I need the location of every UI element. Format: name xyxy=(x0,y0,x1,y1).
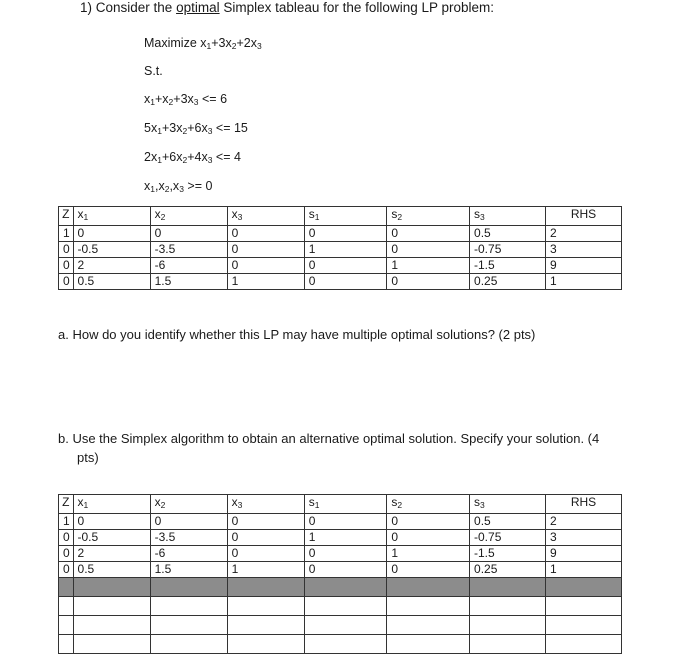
table-cell: 1.5 xyxy=(150,562,227,578)
table-cell: -3.5 xyxy=(150,530,227,546)
table-row xyxy=(59,562,622,578)
table-cell[interactable] xyxy=(59,597,74,616)
header-x3: $x_3$ xyxy=(227,207,304,226)
table-cell: 1 xyxy=(59,226,74,242)
table-cell: 2 xyxy=(73,258,150,274)
table-cell: 1.5 xyxy=(150,274,227,290)
table-cell[interactable] xyxy=(73,597,150,616)
table-cell: -0.5 xyxy=(73,530,150,546)
table-cell: 0 xyxy=(227,258,304,274)
table-cell xyxy=(150,578,227,597)
table-cell[interactable] xyxy=(73,616,150,635)
table-cell: -1.5 xyxy=(470,546,546,562)
table-cell: 0 xyxy=(150,226,227,242)
table-cell: 9 xyxy=(545,546,621,562)
table-cell: -0.75 xyxy=(470,530,546,546)
lp-constraint-1: $x_1+x_2+3x_3 <= 6$ xyxy=(144,92,228,107)
table-cell[interactable] xyxy=(304,635,387,654)
table-cell: 0.5 xyxy=(73,274,150,290)
question-part-a: a. How do you identify whether this LP may have multiple optimal solutions? (2 pts) xyxy=(58,327,536,342)
table-cell[interactable] xyxy=(150,597,227,616)
table-cell: 0 xyxy=(59,258,74,274)
table-cell: 0 xyxy=(73,226,150,242)
lp-constraint-2: $5x_1+3x_2+6x_3 <= 15$ xyxy=(144,121,248,136)
table-cell[interactable] xyxy=(545,635,621,654)
table-cell[interactable] xyxy=(59,616,74,635)
header-x2: $x_2$ xyxy=(150,495,227,514)
table-cell: 0 xyxy=(304,514,387,530)
table-cell: 0 xyxy=(227,226,304,242)
table-cell: 0.5 xyxy=(470,514,546,530)
header-s3: $s_3$ xyxy=(470,495,546,514)
table-cell xyxy=(545,578,621,597)
table-cell: 1 xyxy=(304,530,387,546)
table-cell xyxy=(470,578,546,597)
table-cell: 0 xyxy=(59,242,74,258)
table-cell: 1 xyxy=(304,242,387,258)
table-cell: 1 xyxy=(59,514,74,530)
table-cell xyxy=(59,578,74,597)
table-cell xyxy=(227,578,304,597)
table-cell: -6 xyxy=(150,258,227,274)
table-cell: 0.5 xyxy=(73,562,150,578)
table-row xyxy=(59,514,622,530)
table-cell[interactable] xyxy=(73,635,150,654)
table-cell: 0 xyxy=(73,514,150,530)
table-cell: 1 xyxy=(545,562,621,578)
header-rhs: RHS xyxy=(545,495,621,514)
header-s1: $s_1$ xyxy=(304,207,387,226)
table-cell: 0 xyxy=(227,546,304,562)
table-row xyxy=(59,258,622,274)
header-s2: $s_2$ xyxy=(387,495,470,514)
table-cell xyxy=(387,578,470,597)
table-cell: 1 xyxy=(227,562,304,578)
lp-objective: Maximize $x_1+3x_2+2x_3$ xyxy=(144,36,262,51)
table-cell: 0 xyxy=(304,258,387,274)
lp-subject-to: S.t. xyxy=(144,64,163,78)
table-cell: 1 xyxy=(387,546,470,562)
table-cell[interactable] xyxy=(387,597,470,616)
table-cell[interactable] xyxy=(387,635,470,654)
table-cell[interactable] xyxy=(150,635,227,654)
table-cell xyxy=(73,578,150,597)
table-cell: -3.5 xyxy=(150,242,227,258)
question-part-b-line2: pts) xyxy=(77,450,99,465)
table-cell: 0 xyxy=(387,274,470,290)
table-row xyxy=(59,242,622,258)
table-cell[interactable] xyxy=(545,597,621,616)
table-cell: -0.5 xyxy=(73,242,150,258)
table-cell: 1 xyxy=(545,274,621,290)
table-cell: 0 xyxy=(227,530,304,546)
table-cell: 0 xyxy=(387,562,470,578)
question-part-b-line1: b. Use the Simplex algorithm to obtain an alternative optimal solution. Specify your solution. (4 xyxy=(58,431,600,446)
blank-row[interactable] xyxy=(59,597,622,616)
table-cell[interactable] xyxy=(304,616,387,635)
blank-row[interactable] xyxy=(59,616,622,635)
table-cell: 9 xyxy=(545,258,621,274)
table-cell: 3 xyxy=(545,530,621,546)
header-s1: $s_1$ xyxy=(304,495,387,514)
table-row xyxy=(59,226,622,242)
table-cell[interactable] xyxy=(470,616,546,635)
table-cell: 0.25 xyxy=(470,274,546,290)
question-1-title: 1) Consider the optimal Simplex tableau for the following LP problem: xyxy=(80,0,494,15)
table-cell: 0 xyxy=(59,274,74,290)
header-rhs: RHS xyxy=(545,207,621,226)
header-s3: $s_3$ xyxy=(470,207,546,226)
header-x1: $x_1$ xyxy=(73,207,150,226)
table-cell: -1.5 xyxy=(470,258,546,274)
simplex-tableau-2 xyxy=(58,494,622,654)
table-row xyxy=(59,274,622,290)
table-cell[interactable] xyxy=(470,597,546,616)
table-cell: 3 xyxy=(545,242,621,258)
table-row xyxy=(59,546,622,562)
shaded-separator-row xyxy=(59,578,622,597)
header-x2: $x_2$ xyxy=(150,207,227,226)
table-cell: 1 xyxy=(227,274,304,290)
table-cell[interactable] xyxy=(150,616,227,635)
table-cell xyxy=(304,578,387,597)
tableau-header-row xyxy=(59,207,622,226)
table-row xyxy=(59,530,622,546)
table-cell[interactable] xyxy=(227,616,304,635)
table-cell: 0 xyxy=(227,242,304,258)
lp-nonnegativity: $x_1,x_2,x_3 >= 0$ xyxy=(144,179,213,194)
header-s2: $s_2$ xyxy=(387,207,470,226)
table-cell: 0 xyxy=(227,514,304,530)
table-cell: 0.25 xyxy=(470,562,546,578)
table-cell[interactable] xyxy=(227,635,304,654)
table-cell: 0 xyxy=(304,274,387,290)
table-cell: 0 xyxy=(304,226,387,242)
table-cell: 0 xyxy=(304,546,387,562)
table-cell[interactable] xyxy=(59,635,74,654)
table-cell: 0 xyxy=(387,514,470,530)
simplex-tableau-1 xyxy=(58,206,622,290)
table-cell[interactable] xyxy=(387,616,470,635)
table-cell: 1 xyxy=(387,258,470,274)
table-cell: 0 xyxy=(59,530,74,546)
table-cell[interactable] xyxy=(304,597,387,616)
table-cell: 2 xyxy=(73,546,150,562)
table-cell: 0 xyxy=(387,530,470,546)
table-cell: 0 xyxy=(387,226,470,242)
table-cell: 2 xyxy=(545,226,621,242)
table-cell: 0 xyxy=(150,514,227,530)
lp-constraint-3: $2x_1+6x_2+4x_3 <= 4$ xyxy=(144,150,241,165)
table-cell[interactable] xyxy=(227,597,304,616)
table-cell: 0.5 xyxy=(470,226,546,242)
header-x3: $x_3$ xyxy=(227,495,304,514)
table-cell[interactable] xyxy=(470,635,546,654)
header-z: Z xyxy=(59,495,74,514)
table-cell: 0 xyxy=(387,242,470,258)
table-cell: 2 xyxy=(545,514,621,530)
table-cell: 0 xyxy=(59,562,74,578)
table-cell: -6 xyxy=(150,546,227,562)
blank-row[interactable] xyxy=(59,635,622,654)
header-x1: $x_1$ xyxy=(73,495,150,514)
table-cell[interactable] xyxy=(545,616,621,635)
table-cell: -0.75 xyxy=(470,242,546,258)
tableau-header-row xyxy=(59,495,622,514)
table-cell: 0 xyxy=(304,562,387,578)
table-cell: 0 xyxy=(59,546,74,562)
header-z: Z xyxy=(59,207,74,226)
